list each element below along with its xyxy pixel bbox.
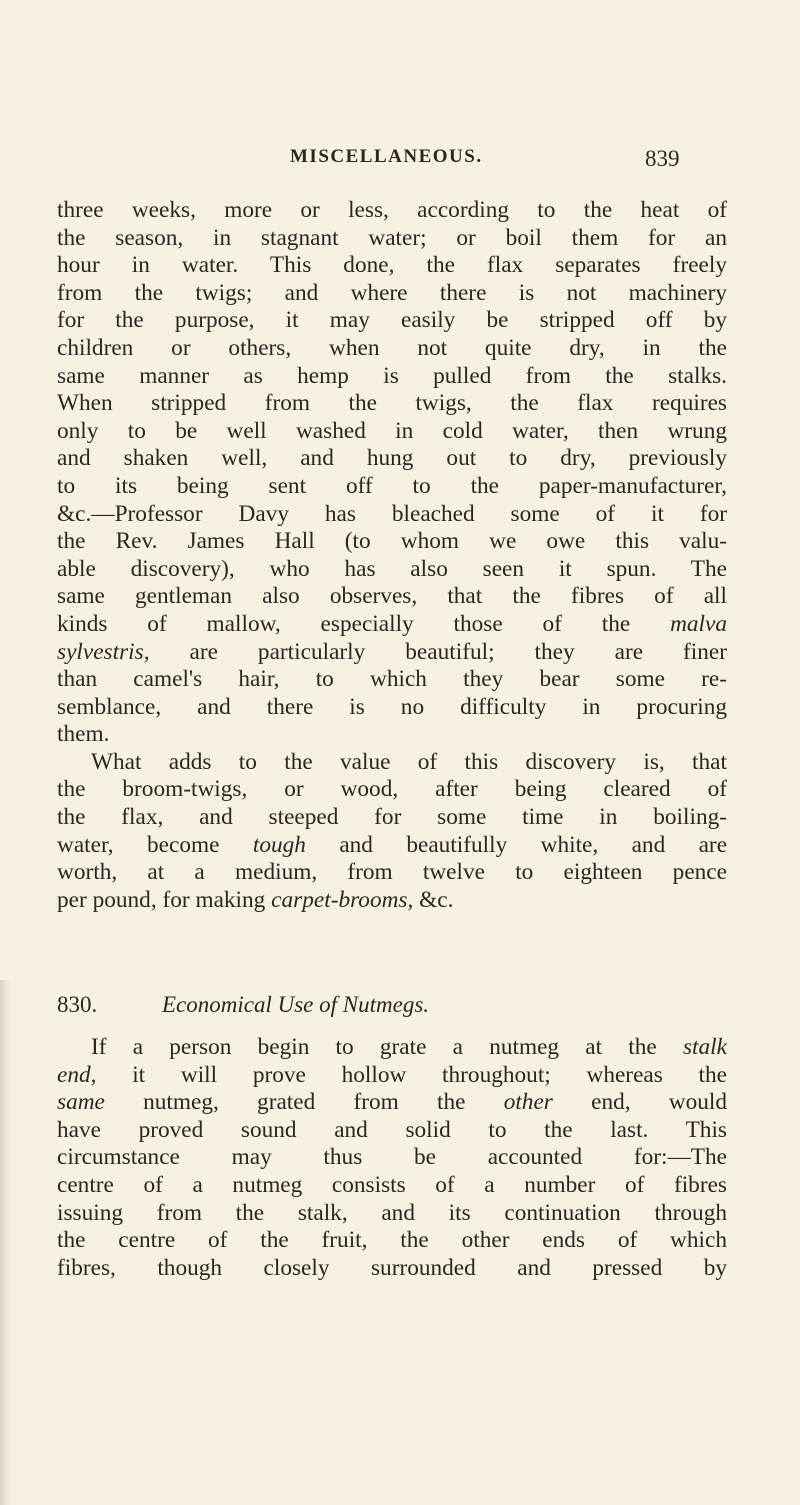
- text-segment: nutmeg, grated from the: [143, 1089, 466, 1116]
- text-line: [57, 887, 727, 915]
- text-line: the season, in stagnant water; or boil them for an: [57, 224, 727, 251]
- text-segment: kinds of mallow, especially those of the: [57, 610, 631, 637]
- body-text-top: [57, 197, 727, 914]
- italic-term: other: [503, 1089, 553, 1116]
- text-line: semblance, and there is no difficulty in procuring: [57, 693, 727, 720]
- page-edge-shadow: [0, 980, 12, 1505]
- text-line: only to be well washed in cold water, then wrung: [57, 417, 727, 444]
- text-line: from the twigs; and where there is not machinery: [57, 279, 727, 306]
- italic-term: same: [57, 1089, 105, 1116]
- text-line: hour in water. This done, the flax separates freely: [57, 252, 727, 279]
- italic-term: sylvestris,: [57, 638, 150, 665]
- text-line: What adds to the value of this discovery is, that: [91, 748, 727, 775]
- text-line: the flax, and steeped for some time in boiling-: [57, 804, 727, 831]
- text-line: [57, 611, 727, 639]
- text-line: [57, 832, 727, 860]
- text-line: the broom-twigs, or wood, after being cleared of: [57, 776, 727, 803]
- italic-term: stalk: [682, 1034, 727, 1060]
- text-segment: are particularly beautiful; they are finer: [189, 638, 728, 665]
- text-line: When stripped from the twigs, the flax requires: [57, 390, 727, 417]
- text-line: children or others, when not quite dry, in the: [57, 334, 727, 361]
- text-line: [57, 1089, 727, 1117]
- italic-term: malva: [670, 610, 727, 637]
- text-line: [57, 1062, 727, 1090]
- body-text-bottom: [57, 1034, 727, 1282]
- text-segment: and beautifully white, and are: [339, 831, 728, 858]
- text-segment: per pound, for making: [57, 886, 266, 913]
- text-line: same manner as hemp is pulled from the stalks.: [57, 362, 727, 389]
- text-line: for the purpose, it may easily be stripped off by: [57, 307, 727, 334]
- text-line: the Rev. James Hall (to whom we owe this valu-: [57, 528, 727, 555]
- text-segment: end, would: [591, 1089, 728, 1116]
- text-line: issuing from the stalk, and its continuation through: [57, 1199, 727, 1226]
- page-header: [290, 146, 710, 176]
- italic-term: tough: [252, 831, 306, 858]
- text-line: [57, 639, 727, 667]
- text-line: than camel's hair, to which they bear some re-: [57, 666, 727, 693]
- text-line: them.: [57, 721, 110, 748]
- italic-term: end,: [57, 1061, 97, 1088]
- running-head: MISCELLANEOUS.: [290, 146, 483, 167]
- text-line: same gentleman also observes, that the fibres of all: [57, 583, 727, 610]
- text-line: &c.—Professor Davy has bleached some of it for: [57, 500, 727, 527]
- italic-term: carpet-brooms,: [271, 886, 414, 913]
- text-line: to its being sent off to the paper-manufacturer,: [57, 472, 727, 499]
- text-line: have proved sound and solid to the last. This: [57, 1116, 727, 1143]
- text-line: able discovery), who has also seen it spun. The: [57, 555, 727, 582]
- text-line: the centre of the fruit, the other ends of which: [57, 1227, 727, 1254]
- page-number: 839: [645, 146, 680, 171]
- text-line: worth, at a medium, from twelve to eighteen pence: [57, 859, 727, 886]
- section-number: 830.: [57, 992, 98, 1017]
- text-segment: If a person begin to grate a nutmeg at the: [91, 1034, 657, 1060]
- section-title: Economical Use of Nutmegs.: [162, 992, 430, 1017]
- text-line: fibres, though closely surrounded and pressed by: [57, 1254, 727, 1281]
- text-line: three weeks, more or less, according to the heat of: [57, 197, 727, 223]
- text-line: circumstance may thus be accounted for:—The: [57, 1144, 727, 1171]
- text-line: [57, 1034, 727, 1062]
- text-line: centre of a nutmeg consists of a number of fibres: [57, 1171, 727, 1198]
- text-segment: &c.: [419, 886, 454, 913]
- text-segment: water, become: [57, 831, 220, 858]
- section-heading: [57, 992, 727, 1018]
- text-line: and shaken well, and hung out to dry, previously: [57, 445, 727, 472]
- text-segment: it will prove hollow throughout; whereas the: [132, 1061, 727, 1088]
